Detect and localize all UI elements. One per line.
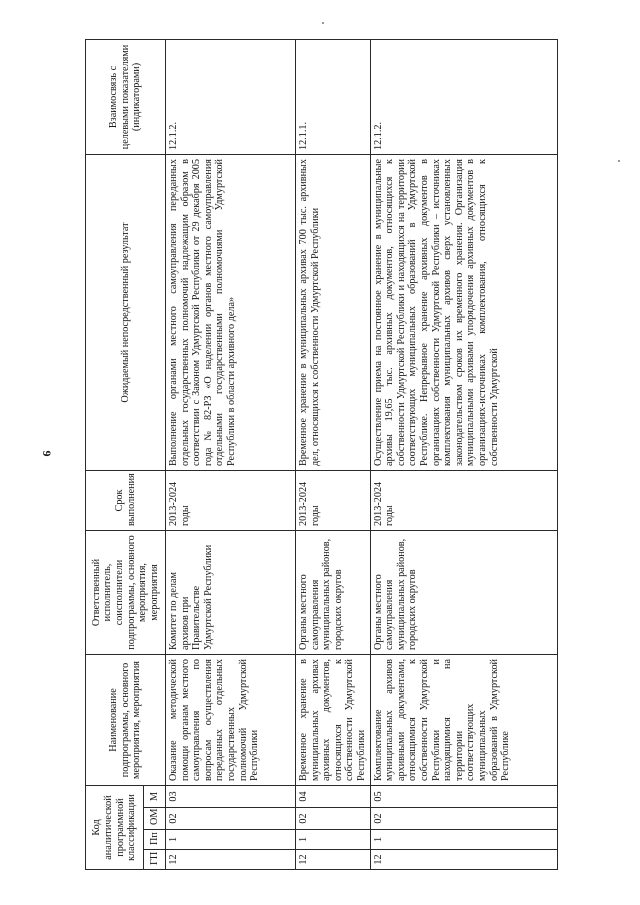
cell-gp: 12 [370,850,557,870]
scan-speck [322,22,324,24]
header-term: Срок выполнения [86,471,166,531]
cell-pp: 1 [370,830,557,850]
cell-name: Комплектование муниципальных архивов архивными документами, относящимися к собственности Удмуртской Республики и находящимися на территории соответствующих муниципальных образований в Удмуртской Республике [370,655,557,786]
cell-term: 2013-2024 годы [296,471,371,531]
cell-result: Выполнение органами местного самоуправления переданных отдельных государственных полномочий надлежащим образом в соответствии с Законом Удмуртской Республики от 29 декабря 2005 года № 82-РЗ «О наделении органов местного самоуправления отдельными государственными полномочиями Удмуртской Республики в области архивного дела» [166,155,296,471]
rotated-page [85,40,545,870]
scan-speck [618,160,620,162]
cell-result: Временное хранение в муниципальных архивах 700 тыс. архивных дел, относящихся к собственности Удмуртской Республики [296,155,371,471]
table-row [370,40,557,870]
cell-m: 03 [166,786,296,808]
cell-om: 02 [166,808,296,830]
cell-link: 12.1.2. [166,40,296,155]
cell-executor: Комитет по делам архивов при Правительстве Удмуртской Республики [166,531,296,655]
cell-gp: 12 [166,850,296,870]
cell-term: 2013-2024 годы [370,471,557,531]
header-pp: Пп [144,830,166,850]
cell-om: 02 [296,808,371,830]
header-gp: ГП [144,850,166,870]
cell-result: Осуществление приема на постоянное хранение в муниципальные архивы 19,65 тыс. архивных документов, относящихся к собственности Удмуртской Республики и находящихся на территории соответствующих муниципальных образований в Удмуртской Республике. Непрерывное хранение архивных документов в организациях собственности Удмуртской Республики – источниках комплектования муниципальных архивов сверх установленных законодательством сроков их временного хранения. Организация муниципальными архивами упорядочения архивных документов в организациях-источниках комплектования, относящихся к собственности Удмуртской [370,155,557,471]
cell-pp: 1 [166,830,296,850]
cell-m: 04 [296,786,371,808]
header-m: М [144,786,166,808]
cell-om: 02 [370,808,557,830]
header-code: Код аналитической программной классификации [86,786,144,870]
cell-link: 12.1.2. [370,40,557,155]
header-link: Взаимосвязь с целевыми показателями (индикаторами) [86,40,166,155]
cell-executor: Органы местного самоуправления муниципальных районов, городских округов [370,531,557,655]
table-row [166,40,296,870]
cell-term: 2013-2024 годы [166,471,296,531]
header-om: ОМ [144,808,166,830]
table-row [296,40,371,870]
cell-gp: 12 [296,850,371,870]
header-name: Наименование подпрограммы, основного мероприятия, мероприятия [86,655,166,786]
header-executor: Ответственный исполнитель, соисполнители подпрограммы, основного мероприятия, мероприятия [86,531,166,655]
cell-name: Временное хранение в муниципальных архивах архивных документов, относящихся к собственности Удмуртской Республики [296,655,371,786]
page-number: 6 [39,450,54,457]
cell-m: 05 [370,786,557,808]
cell-executor: Органы местного самоуправления муниципальных районов, городских округов [296,531,371,655]
cell-link: 12.1.1. [296,40,371,155]
cell-pp: 1 [296,830,371,850]
measures-table [85,39,558,870]
cell-name: Оказание методической помощи органам местного самоуправления по вопросам осуществления переданных отдельных государственных полномочий Удмуртской Республики [166,655,296,786]
header-result: Ожидаемый непосредственный результат [86,155,166,471]
